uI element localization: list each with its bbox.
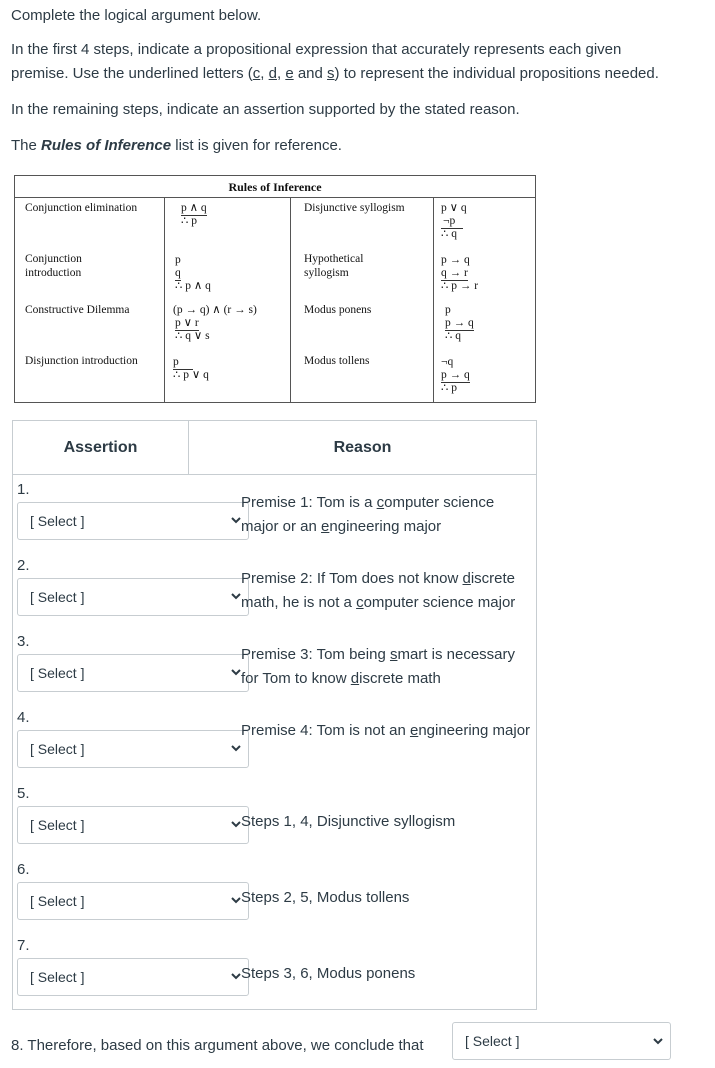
step-number: 6. <box>17 861 30 878</box>
instruction-line-3: In the remaining steps, indicate an assertion supported by the stated reason. <box>11 101 520 118</box>
assertion-select-5[interactable] <box>17 806 249 844</box>
select-value: [ Select ] <box>30 969 85 985</box>
rules-of-inference-table <box>14 175 536 403</box>
chevron-down-icon <box>230 742 242 754</box>
select-value: [ Select ] <box>30 513 85 529</box>
rule-name-disjunctive-syllogism: Disjunctive syllogism <box>304 202 405 214</box>
rule-formula-disjunction-introduction: p ∴ p ∨ q <box>173 356 209 381</box>
select-value: [ Select ] <box>30 741 85 757</box>
reason-4: Premise 4: Tom is not an engineering major <box>241 722 531 739</box>
rules-title: Rules of Inference <box>228 180 322 194</box>
rule-name-conjunction-elimination: Conjunction elimination <box>25 202 138 214</box>
rule-formula-modus-ponens: p p → q ∴ q <box>445 304 474 342</box>
assertion-select-1[interactable] <box>17 502 249 540</box>
step-number: 5. <box>17 785 30 802</box>
rule-formula-conjunction-elimination: p ∧ q ∴ p <box>181 202 207 227</box>
chevron-down-icon <box>652 1035 664 1047</box>
reason-header: Reason <box>189 421 536 475</box>
instruction-line-2b: premise. Use the underlined letters (c, d, e and s) to represent the individual propositions needed. <box>11 65 659 82</box>
reason-6: Steps 2, 5, Modus tollens <box>241 889 410 906</box>
instruction-line-4: The Rules of Inference list is given for reference. <box>11 137 342 154</box>
assertion-select-4[interactable] <box>17 730 249 768</box>
instruction-title: Complete the logical argument below. <box>11 7 262 24</box>
rule-formula-conjunction-introduction: p q ∴ p ∧ q <box>175 254 211 292</box>
rule-formula-disjunctive-syllogism: p ∨ q ¬p ∴ q <box>441 202 467 240</box>
conclusion-select-value: [ Select ] <box>465 1033 520 1049</box>
rule-formula-constructive-dilemma: (p → q) ∧ (r → s) p ∨ r ∴ q ∨ s <box>173 304 257 342</box>
step-number: 2. <box>17 557 30 574</box>
rule-name-hypothetical-syllogism: Hypothetical syllogism <box>304 253 364 279</box>
assertion-header: Assertion <box>13 421 189 475</box>
select-value: [ Select ] <box>30 665 85 681</box>
assertion-select-6[interactable] <box>17 882 249 920</box>
conclusion-select[interactable] <box>452 1022 671 1060</box>
step-number: 3. <box>17 633 30 650</box>
step-number: 1. <box>17 481 30 498</box>
rule-name-modus-tollens: Modus tollens <box>304 355 370 367</box>
conclusion-text: 8. Therefore, based on this argument above, we conclude that <box>11 1037 424 1054</box>
assertion-select-2[interactable] <box>17 578 249 616</box>
select-value: [ Select ] <box>30 817 85 833</box>
rule-name-disjunction-introduction: Disjunction introduction <box>25 355 138 367</box>
reason-2: Premise 2: If Tom does not know discrete math, he is not a computer science major <box>241 570 516 611</box>
step-number: 7. <box>17 937 30 954</box>
instruction-line-2a: In the first 4 steps, indicate a propositional expression that accurately represents each given <box>11 41 622 58</box>
rule-name-conjunction-introduction: Conjunction introduction <box>25 253 82 279</box>
select-value: [ Select ] <box>30 589 85 605</box>
step-number: 4. <box>17 709 30 726</box>
argument-table <box>12 420 537 1010</box>
rule-formula-modus-tollens: ¬q p → q ∴ p <box>441 356 470 394</box>
reason-7: Steps 3, 6, Modus ponens <box>241 965 416 982</box>
assertion-select-7[interactable] <box>17 958 249 996</box>
reason-1: Premise 1: Tom is a computer science major or an engineering major <box>241 494 495 535</box>
rule-name-constructive-dilemma: Constructive Dilemma <box>25 304 130 316</box>
select-value: [ Select ] <box>30 893 85 909</box>
assertion-select-3[interactable] <box>17 654 249 692</box>
rule-name-modus-ponens: Modus ponens <box>304 304 372 316</box>
rule-formula-hypothetical-syllogism: p → q q → r ∴ p → r <box>441 254 479 292</box>
reason-3: Premise 3: Tom being smart is necessary for Tom to know discrete math <box>241 646 516 687</box>
reason-5: Steps 1, 4, Disjunctive syllogism <box>241 813 456 830</box>
